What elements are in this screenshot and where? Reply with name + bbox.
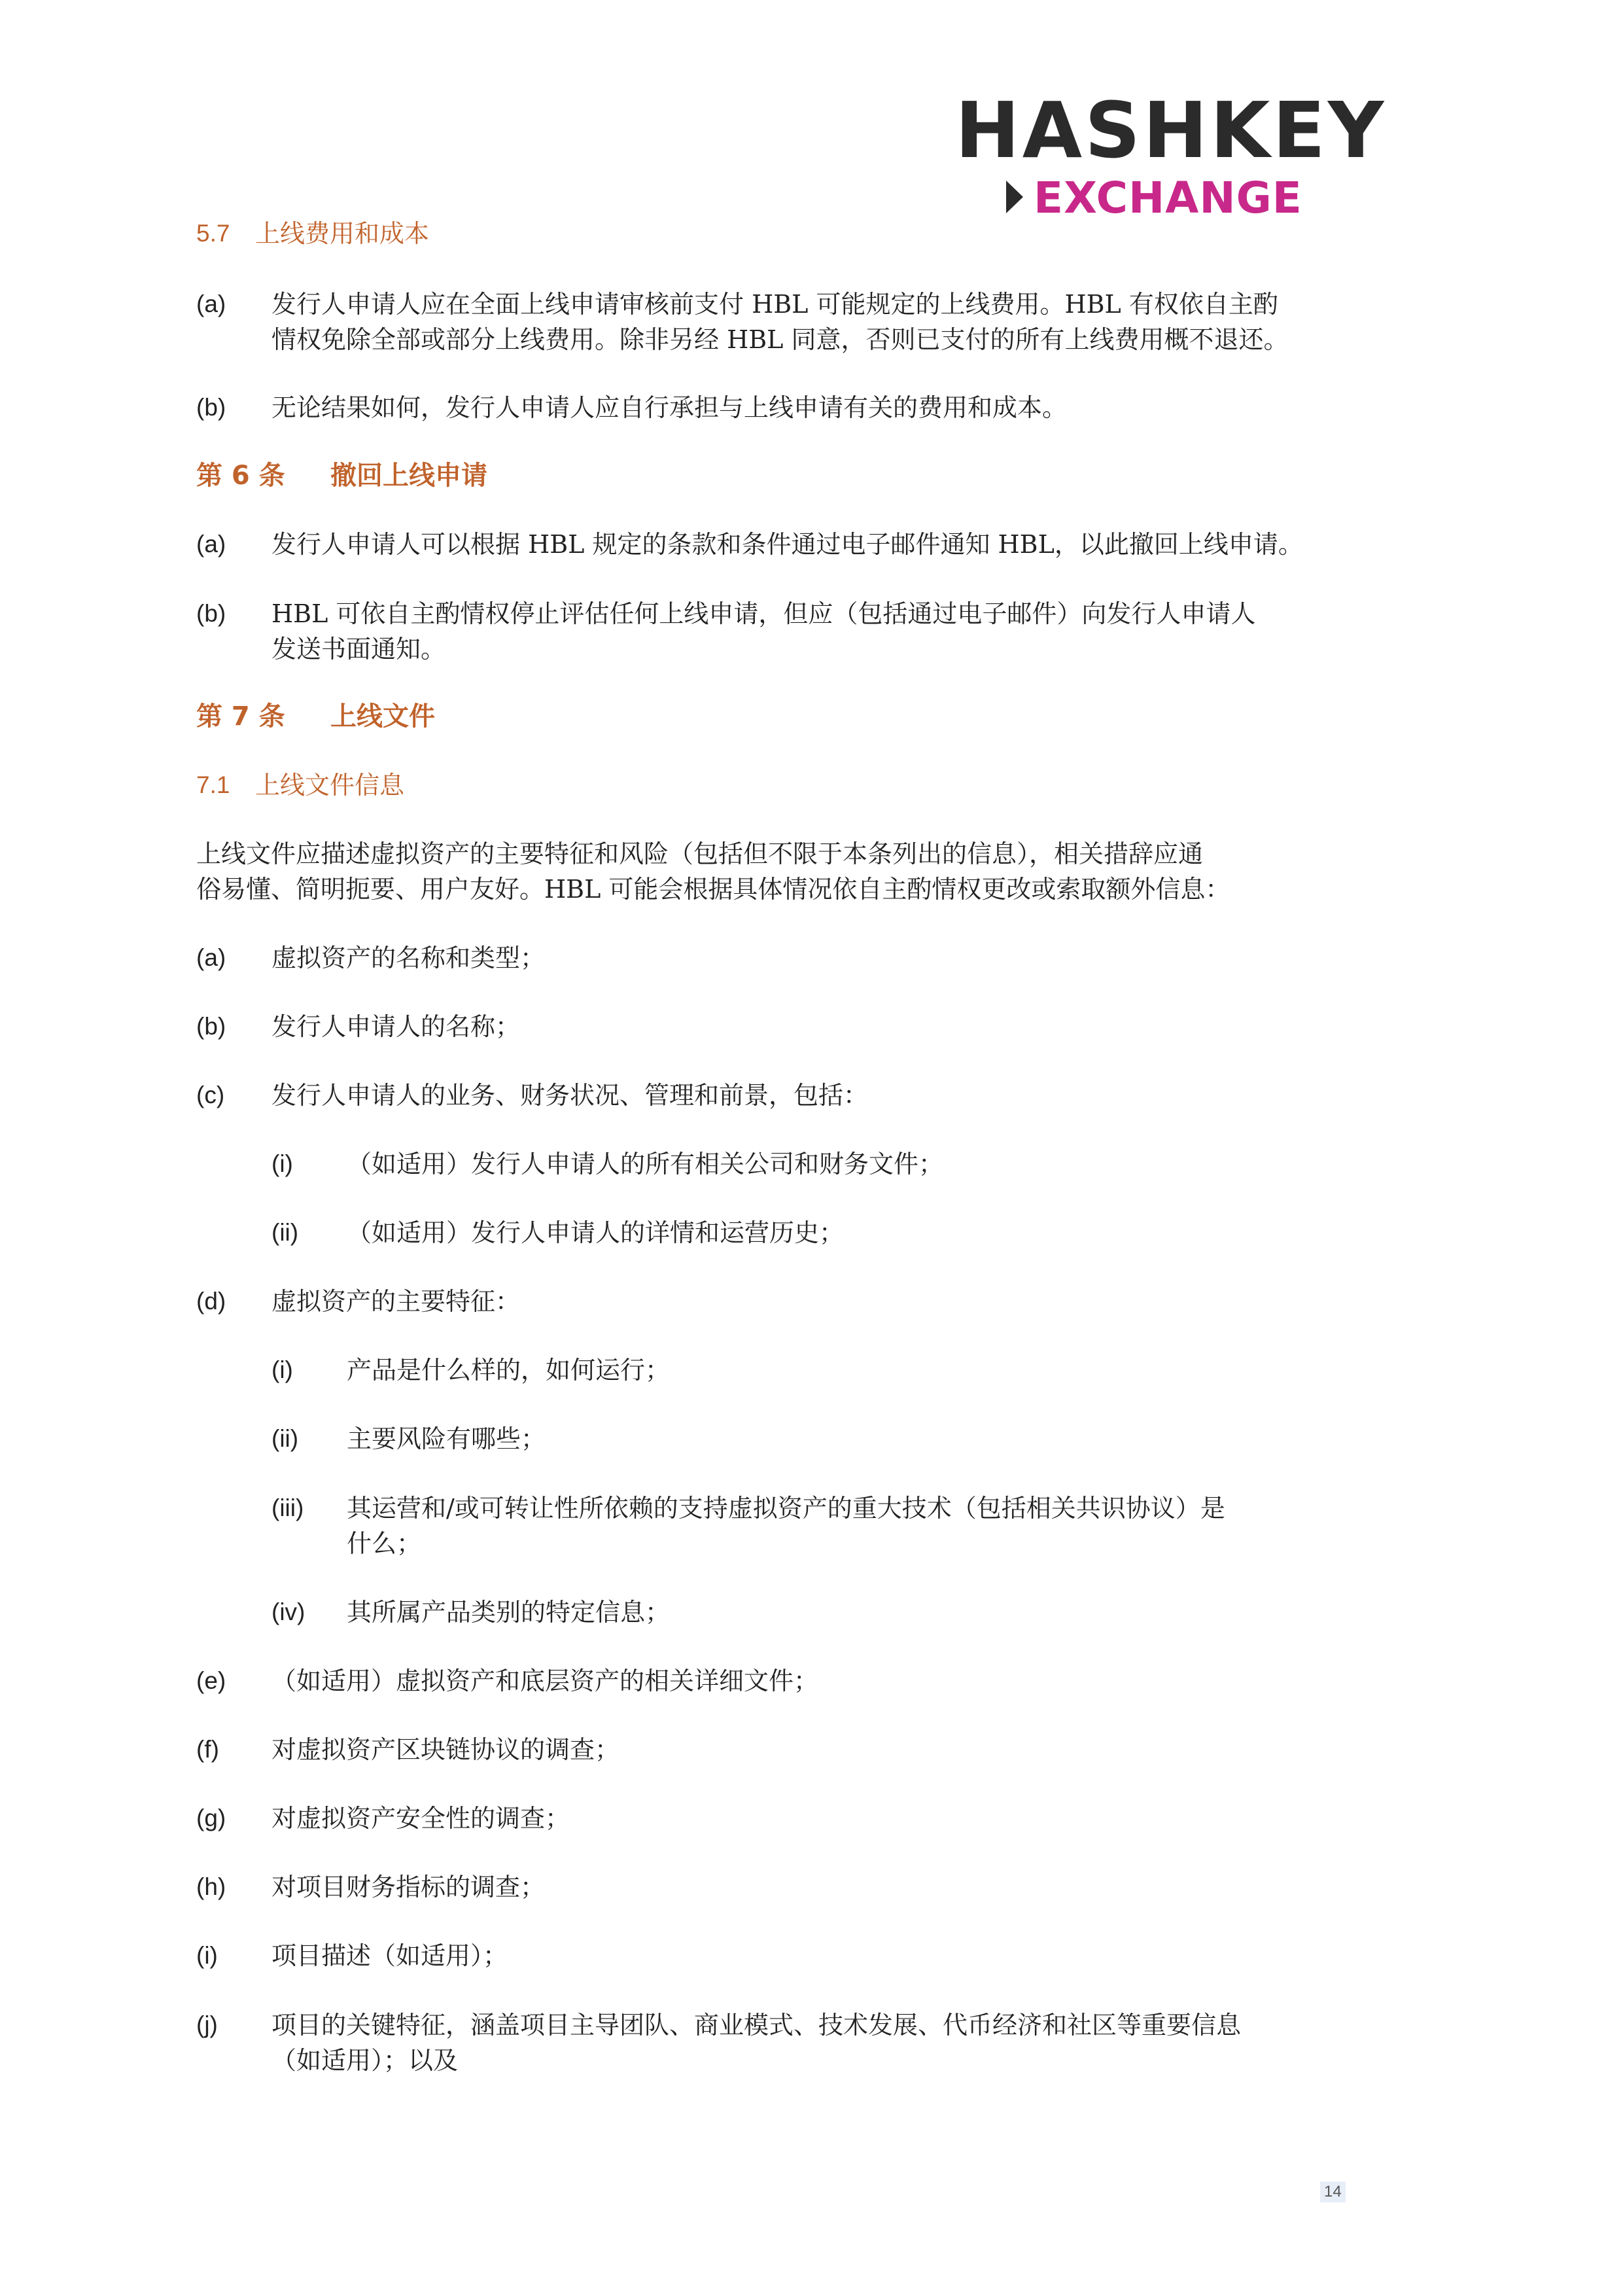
item-text: 发行人申请人的名称； — [271, 1012, 521, 1041]
logo-subtitle: EXCHANGE — [1034, 173, 1302, 223]
logo-wordmark: HASHKEY — [955, 85, 1387, 175]
subitem-label: (i) — [271, 1150, 293, 1177]
item-text: 发行人申请人可以根据 HBL 规定的条款和条件通过电子邮件通知 HBL，以此撤回上线申请。 — [271, 530, 1303, 559]
item-text: 发送书面通知。 — [271, 635, 446, 663]
subitem-label: (ii) — [271, 1425, 299, 1452]
item-text: 项目的关键特征，涵盖项目主导团队、商业模式、技术发展、代币经济和社区等重要信息 — [271, 2011, 1242, 2040]
subitem-text: 主要风险有哪些； — [347, 1424, 546, 1453]
item-text: （如适用）；以及 — [271, 2046, 459, 2075]
item-label: (a) — [196, 944, 226, 971]
item-label: (b) — [196, 1013, 226, 1040]
item-text: 对虚拟资产安全性的调查； — [271, 1804, 570, 1833]
subitem-text: 产品是什么样的，如何运行； — [347, 1356, 671, 1385]
subitem-text: 其运营和/或可转让性所依赖的支持虚拟资产的重大技术（包括相关共识协议）是 — [347, 1494, 1225, 1523]
item-text: 虚拟资产的名称和类型； — [271, 944, 546, 972]
subitem-text: （如适用）发行人申请人的详情和运营历史； — [347, 1218, 845, 1247]
subitem-label: (iii) — [271, 1494, 304, 1521]
article-number: 第 7 条 — [196, 701, 285, 732]
article-title: 撤回上线申请 — [330, 461, 487, 491]
section-title: 上线文件信息 — [255, 771, 405, 800]
item-label: (d) — [196, 1288, 226, 1315]
item-label: (a) — [196, 531, 226, 557]
section-number: 7.1 — [196, 771, 230, 798]
intro-paragraph: 上线文件应描述虚拟资产的主要特征和风险（包括但不限于本条列出的信息），相关措辞应通 — [196, 839, 1204, 868]
item-label: (c) — [196, 1082, 225, 1108]
item-text: 情权免除全部或部分上线费用。除非另经 HBL 同意，否则已支付的所有上线费用概不退还。 — [271, 325, 1289, 354]
subitem-label: (i) — [271, 1356, 293, 1383]
logo-triangle-icon — [1006, 181, 1023, 213]
item-text: HBL 可依自主酌情权停止评估任何上线申请，但应（包括通过电子邮件）向发行人申请人 — [271, 599, 1256, 628]
item-text: 发行人申请人的业务、财务状况、管理和前景，包括： — [271, 1081, 869, 1110]
hashkey-exchange-logo — [942, 85, 1387, 223]
item-label: (b) — [196, 600, 226, 627]
item-label: (f) — [196, 1736, 219, 1763]
item-label: (h) — [196, 1873, 226, 1900]
item-label: (a) — [196, 291, 226, 317]
item-label: (b) — [196, 394, 226, 421]
subitem-label: (iv) — [271, 1598, 305, 1625]
item-text: （如适用）虚拟资产和底层资产的相关详细文件； — [271, 1667, 819, 1695]
item-label: (g) — [196, 1805, 226, 1831]
item-text: 发行人申请人应在全面上线申请审核前支付 HBL 可能规定的上线费用。HBL 有权依自主酌 — [271, 290, 1278, 319]
item-label: (e) — [196, 1667, 226, 1694]
item-text: 虚拟资产的主要特征： — [271, 1287, 521, 1316]
section-title: 上线费用和成本 — [255, 219, 430, 248]
intro-paragraph: 俗易懂、简明扼要、用户友好。HBL 可能会根据具体情况依自主酌情权更改或索取额外信息： — [196, 875, 1230, 904]
subitem-label: (ii) — [271, 1219, 299, 1246]
item-text: 项目描述（如适用）； — [271, 1941, 508, 1970]
item-text: 对项目财务指标的调查； — [271, 1873, 546, 1901]
item-text: 对虚拟资产区块链协议的调查； — [271, 1735, 620, 1764]
subitem-text: （如适用）发行人申请人的所有相关公司和财务文件； — [347, 1150, 944, 1178]
item-text: 无论结果如何，发行人申请人应自行承担与上线申请有关的费用和成本。 — [271, 393, 1068, 422]
article-number: 第 6 条 — [196, 461, 285, 491]
subitem-text: 其所属产品类别的特定信息； — [347, 1598, 671, 1627]
section-number: 5.7 — [196, 220, 230, 247]
subitem-text: 什么； — [347, 1529, 422, 1558]
item-label: (j) — [196, 2011, 218, 2038]
page-number: 14 — [1320, 2181, 1346, 2202]
article-title: 上线文件 — [330, 701, 435, 732]
item-label: (i) — [196, 1942, 218, 1969]
